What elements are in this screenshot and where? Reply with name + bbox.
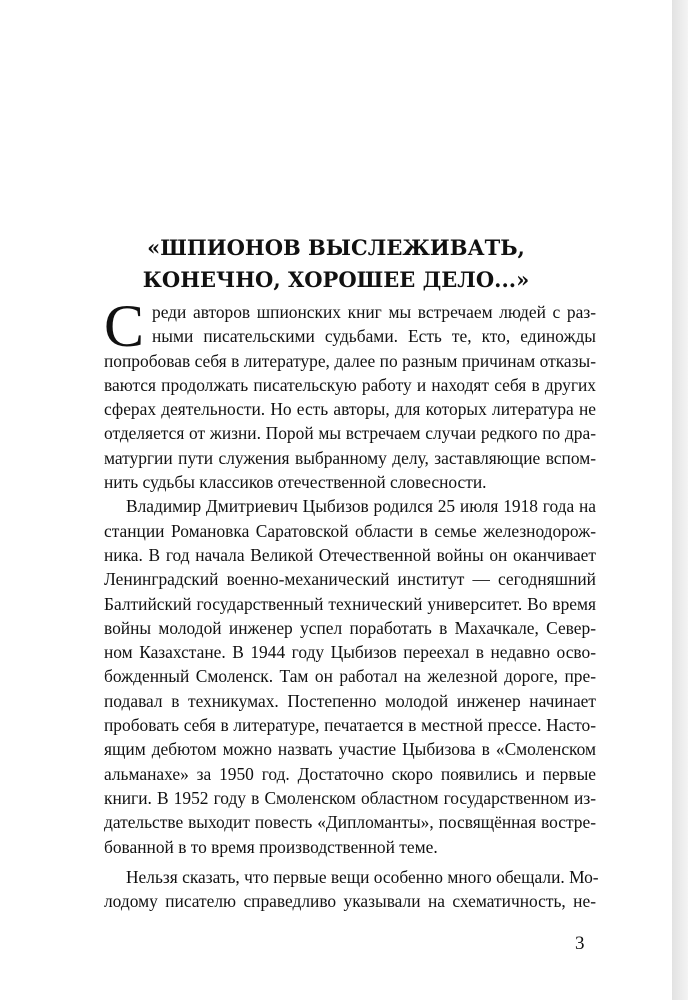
text-line: Владимир Дмитриевич Цыбизов родился 25 июля 1918 года на — [126, 496, 596, 517]
text-line: дательстве выходит повесть «Дипломанты», посвящённая востре- — [104, 812, 596, 833]
text-line: альманахе» за 1950 год. Достаточно скоро появились и первые — [104, 763, 596, 784]
page-number: 3 — [575, 933, 585, 954]
text-line: нить судьбы классиков отечественной словесности. — [104, 472, 487, 493]
chapter-title-line-2: КОНЕЧНО, ХОРОШЕЕ ДЕЛО...» — [142, 267, 530, 292]
drop-cap: С — [104, 293, 145, 359]
text-line: ника. В год начала Великой Отечественной войны он оканчивает — [104, 544, 596, 565]
text-line: ваются продолжать писательскую работу и находят себя в других — [104, 374, 596, 395]
body-text — [104, 293, 599, 913]
text-line: матургии пути служения выбранному делу, заставляющие вспом- — [104, 447, 596, 468]
text-line: ном Казахстане. В 1944 году Цыбизов переехал в недавно осво- — [104, 642, 596, 663]
text-line: книги. В 1952 году в Смоленском областном государственном из- — [104, 787, 596, 808]
text-line: лодому писателю справедливо указывали на схематичность, не- — [104, 891, 596, 912]
text-line: попробовав себя в литературе, далее по разным причинам отказы- — [104, 350, 596, 371]
text-line: Ленинградский военно-механический институт — сегодняшний — [104, 569, 596, 590]
chapter-title-line-1: «ШПИОНОВ ВЫСЛЕЖИВАТЬ, — [147, 235, 525, 260]
text-line: Нельзя сказать, что первые вещи особенно много обещали. Мо- — [126, 866, 599, 887]
page-edge-shadow — [672, 0, 688, 1000]
text-line: Балтийский государственный технический университет. Во время — [104, 593, 596, 614]
text-line: ящим дебютом можно назвать участие Цыбизова в «Смоленском — [104, 739, 596, 760]
text-line: отделяется от жизни. Порой мы встречаем случаи редкого по дра- — [104, 423, 596, 444]
text-line: сферах деятельности. Но есть авторы, для которых литература не — [104, 399, 596, 420]
text-line: бованной в то время производственной теме. — [104, 836, 438, 857]
text-line: станции Романовка Саратовской области в семье железнодорож- — [104, 520, 596, 541]
text-line: войны молодой инженер успел поработать в Махачкале, Север- — [104, 617, 596, 638]
text-line: ными писательскими судьбами. Есть те, кто, единожды — [152, 326, 596, 347]
text-line: пробовать себя в литературе, печатается в местной прессе. Насто- — [104, 715, 596, 736]
text-line: божденный Смоленск. Там он работал на железной дороге, пре- — [104, 666, 596, 687]
text-line: подавал в техникумах. Постепенно молодой инженер начинает — [104, 690, 596, 711]
text-line: реди авторов шпионских книг мы встречаем людей с раз- — [152, 302, 596, 322]
